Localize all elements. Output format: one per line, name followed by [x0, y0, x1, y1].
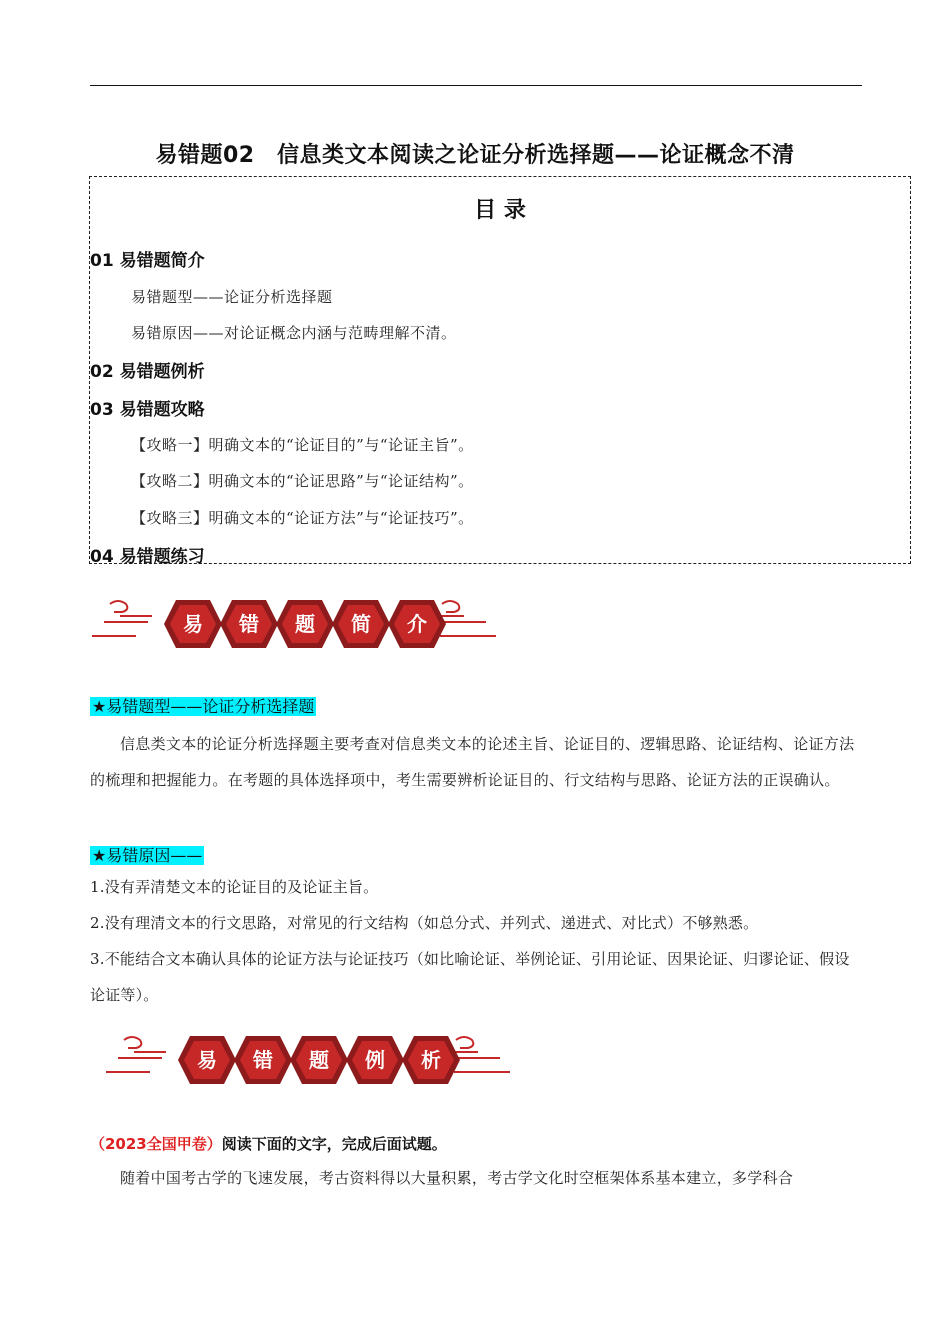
toc-section-4[interactable]: 04 易错题练习: [90, 547, 205, 567]
document-title: 易错题02 信息类文本阅读之论证分析选择题——论证概念不清: [155, 143, 795, 168]
banner1-char-4: 简: [351, 612, 371, 636]
banner2-char-3: 题: [309, 1048, 329, 1072]
toc-sub-1-2[interactable]: 易错原因——对论证概念内涵与范畴理解不清。: [131, 324, 457, 342]
banner2-char-2: 错: [253, 1048, 273, 1072]
toc-sub-3-3[interactable]: 【攻略三】明确文本的“论证方法”与“论证技巧”。: [131, 509, 474, 527]
section-banner-intro: [90, 592, 510, 656]
reason-item-2: 2.没有理清文本的行文思路，对常见的行文结构（如总分式、并列式、递进式、对比式）不够熟悉。: [90, 914, 759, 932]
toc-sub-1-1[interactable]: 易错题型——论证分析选择题: [131, 288, 333, 306]
example-text: 随着中国考古学的飞速发展，考古资料得以大量积累，考古学文化时空框架体系基本建立，多学科合: [120, 1169, 794, 1187]
swirl-left-icon: [92, 601, 152, 636]
toc-section-1[interactable]: 01 易错题简介: [90, 251, 205, 271]
toc-sub-3-2[interactable]: 【攻略二】明确文本的“论证思路”与“论证结构”。: [131, 472, 474, 490]
toc-heading: 目 录: [474, 198, 526, 223]
type-heading: ★易错题型——论证分析选择题: [92, 697, 315, 716]
reason-item-1: 1.没有弄清楚文本的论证目的及论证主旨。: [90, 878, 379, 896]
banner2-char-5: 析: [421, 1048, 441, 1072]
header-rule: [90, 85, 862, 86]
banner1-char-3: 题: [295, 612, 315, 636]
reason-heading-line: [90, 843, 204, 866]
example-header: [90, 1133, 447, 1154]
section-banner-example: [104, 1028, 524, 1092]
reason-heading: ★易错原因——: [92, 846, 203, 865]
example-instruction: 阅读下面的文字，完成后面试题。: [221, 1135, 447, 1153]
example-source: （2023全国甲卷）: [90, 1135, 222, 1153]
banner2-char-4: 例: [365, 1048, 385, 1072]
swirl-right-icon: [450, 1037, 510, 1072]
type-heading-line: [90, 694, 316, 717]
toc-section-3[interactable]: 03 易错题攻略: [90, 400, 205, 420]
type-paragraph: 信息类文本的论证分析选择题主要考查对信息类文本的论述主旨、论证目的、逻辑思路、论证结构、论证方法的梳理和把握能力。在考题的具体选择项中，考生需要辨析论证目的、行文结构与思路、论证方法的正误确认。: [90, 735, 855, 789]
banner2-char-1: 易: [197, 1048, 217, 1072]
swirl-right-icon: [436, 601, 496, 636]
swirl-left-icon: [106, 1037, 166, 1072]
banner1-char-2: 错: [239, 612, 259, 636]
toc-box: [89, 176, 911, 564]
banner1-char-1: 易: [183, 612, 203, 636]
reason-item-3: 3.不能结合文本确认具体的论证方法与论证技巧（如比喻论证、举例论证、引用论证、因果论证、归谬论证、假设论证等）。: [90, 950, 850, 1004]
toc-section-2[interactable]: 02 易错题例析: [90, 362, 205, 382]
banner1-char-5: 介: [407, 612, 427, 636]
toc-sub-3-1[interactable]: 【攻略一】明确文本的“论证目的”与“论证主旨”。: [131, 436, 474, 454]
